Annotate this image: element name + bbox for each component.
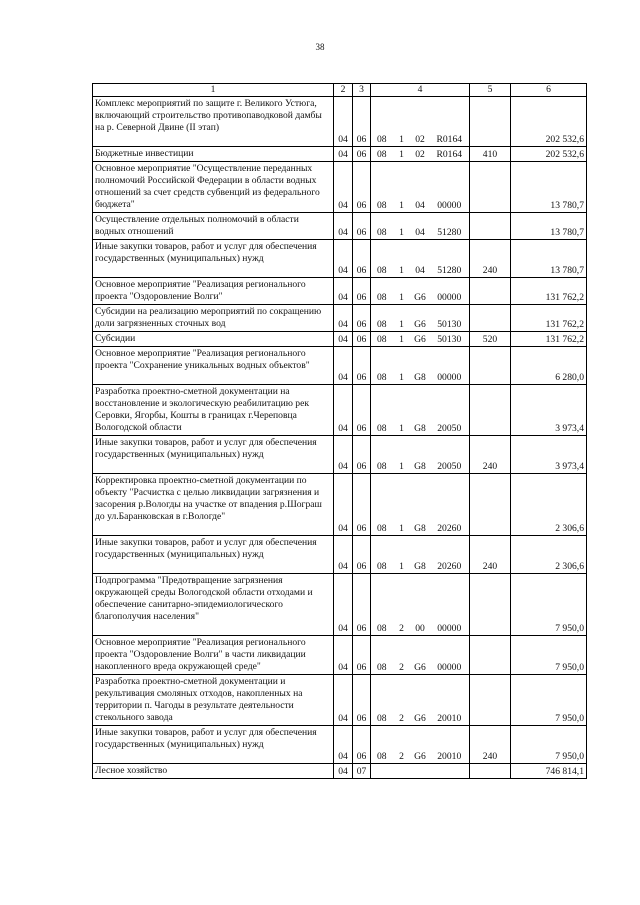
cell-c4c: G8 bbox=[411, 536, 430, 574]
cell-c4a: 08 bbox=[371, 305, 393, 332]
header-cell: 5 bbox=[470, 84, 511, 97]
cell-c4d: 00000 bbox=[430, 278, 470, 305]
cell-c6: 2 306,6 bbox=[511, 536, 587, 574]
cell-c5 bbox=[470, 278, 511, 305]
cell-c4c: G6 bbox=[411, 636, 430, 675]
cell-c4a: 08 bbox=[371, 385, 393, 436]
row-name: Разработка проектно-сметной документации на восстановление и экологическую реабилитацию рек Серовки, Ягорбы, Кошты в границах г.Череповца Вологодской области bbox=[93, 385, 334, 436]
cell-c5 bbox=[470, 162, 511, 213]
cell-c5: 240 bbox=[470, 536, 511, 574]
cell-c4c: 00 bbox=[411, 574, 430, 636]
table-row bbox=[93, 726, 587, 764]
cell-c6: 6 280,0 bbox=[511, 347, 587, 385]
cell-c2: 04 bbox=[334, 147, 353, 162]
row-name: Корректировка проектно-сметной документации по объекту "Расчистка с целью ликвидации загрязнения и засорения р.Вологды на участке от впадения р.Шограш до ул.Баранковская в г.Вологде" bbox=[93, 474, 334, 536]
cell-c5 bbox=[470, 97, 511, 147]
cell-c6: 202 532,6 bbox=[511, 147, 587, 162]
cell-c3: 06 bbox=[353, 574, 371, 636]
row-name: Субсидии bbox=[93, 332, 334, 347]
cell-c5 bbox=[470, 764, 511, 779]
cell-c4d: 00000 bbox=[430, 347, 470, 385]
cell-c4a: 08 bbox=[371, 97, 393, 147]
cell-c3: 06 bbox=[353, 240, 371, 278]
cell-c2: 04 bbox=[334, 240, 353, 278]
table-row bbox=[93, 162, 587, 213]
cell-c3: 06 bbox=[353, 347, 371, 385]
cell-c4d: 20260 bbox=[430, 536, 470, 574]
cell-c4a: 08 bbox=[371, 147, 393, 162]
table-row bbox=[93, 278, 587, 305]
cell-c2: 04 bbox=[334, 332, 353, 347]
cell-c4b: 1 bbox=[393, 147, 411, 162]
cell-c6: 7 950,0 bbox=[511, 636, 587, 675]
cell-c4a: 08 bbox=[371, 332, 393, 347]
cell-c3: 06 bbox=[353, 278, 371, 305]
row-name: Основное мероприятие "Реализация регионального проекта "Оздоровление Волги" в части ликвидации накопленного вреда окружающей среде" bbox=[93, 636, 334, 675]
cell-c4b: 1 bbox=[393, 240, 411, 278]
table-row bbox=[93, 675, 587, 726]
cell-c3: 06 bbox=[353, 147, 371, 162]
cell-c4a: 08 bbox=[371, 347, 393, 385]
cell-c4c: G8 bbox=[411, 436, 430, 474]
cell-c6: 202 532,6 bbox=[511, 97, 587, 147]
table-row bbox=[93, 213, 587, 240]
cell-c5: 240 bbox=[470, 240, 511, 278]
cell-c3: 06 bbox=[353, 332, 371, 347]
cell-c6: 131 762,2 bbox=[511, 278, 587, 305]
cell-c4d: 20050 bbox=[430, 385, 470, 436]
cell-c4a: 08 bbox=[371, 213, 393, 240]
cell-c4c: 02 bbox=[411, 147, 430, 162]
cell-c4c: 02 bbox=[411, 97, 430, 147]
cell-c3: 06 bbox=[353, 474, 371, 536]
row-name: Основное мероприятие "Осуществление переданных полномочий Российской Федерации в области водных отношений за счет средств субвенций из федерального бюджета" bbox=[93, 162, 334, 213]
cell-c4d: 20010 bbox=[430, 726, 470, 764]
cell-c3: 06 bbox=[353, 213, 371, 240]
cell-c2: 04 bbox=[334, 536, 353, 574]
cell-c6: 7 950,0 bbox=[511, 574, 587, 636]
cell-c4c bbox=[411, 764, 430, 779]
cell-c4b: 1 bbox=[393, 278, 411, 305]
budget-table bbox=[92, 83, 587, 779]
cell-c4b: 1 bbox=[393, 213, 411, 240]
table-row bbox=[93, 347, 587, 385]
cell-c2: 04 bbox=[334, 474, 353, 536]
cell-c4d: 20010 bbox=[430, 675, 470, 726]
cell-c6: 13 780,7 bbox=[511, 240, 587, 278]
cell-c4b: 1 bbox=[393, 536, 411, 574]
cell-c5: 410 bbox=[470, 147, 511, 162]
cell-c5: 240 bbox=[470, 436, 511, 474]
cell-c3: 06 bbox=[353, 636, 371, 675]
table-row bbox=[93, 97, 587, 147]
cell-c4b: 2 bbox=[393, 636, 411, 675]
table-row bbox=[93, 332, 587, 347]
cell-c3: 06 bbox=[353, 726, 371, 764]
cell-c4a: 08 bbox=[371, 726, 393, 764]
cell-c3: 06 bbox=[353, 97, 371, 147]
cell-c4d: 51280 bbox=[430, 240, 470, 278]
cell-c4b bbox=[393, 764, 411, 779]
cell-c4c: G6 bbox=[411, 726, 430, 764]
cell-c4c: G8 bbox=[411, 474, 430, 536]
cell-c4a: 08 bbox=[371, 536, 393, 574]
cell-c2: 04 bbox=[334, 305, 353, 332]
cell-c3: 06 bbox=[353, 436, 371, 474]
table-row bbox=[93, 147, 587, 162]
cell-c4c: G6 bbox=[411, 332, 430, 347]
row-name: Субсидии на реализацию мероприятий по сокращению доли загрязненных сточных вод bbox=[93, 305, 334, 332]
cell-c4a: 08 bbox=[371, 162, 393, 213]
cell-c4b: 1 bbox=[393, 436, 411, 474]
cell-c6: 3 973,4 bbox=[511, 385, 587, 436]
cell-c4a: 08 bbox=[371, 675, 393, 726]
row-name: Иные закупки товаров, работ и услуг для обеспечения государственных (муниципальных) нужд bbox=[93, 536, 334, 574]
cell-c6: 13 780,7 bbox=[511, 162, 587, 213]
row-name: Комплекс мероприятий по защите г. Великого Устюга, включающий строительство противопаводковой дамбы на р. Северной Двине (II этап) bbox=[93, 97, 334, 147]
table-row bbox=[93, 305, 587, 332]
cell-c6: 2 306,6 bbox=[511, 474, 587, 536]
row-name: Бюджетные инвестиции bbox=[93, 147, 334, 162]
cell-c4a: 08 bbox=[371, 278, 393, 305]
row-name: Основное мероприятие "Реализация регионального проекта "Сохранение уникальных водных объектов" bbox=[93, 347, 334, 385]
cell-c4d: 00000 bbox=[430, 574, 470, 636]
cell-c5 bbox=[470, 636, 511, 675]
row-name: Осуществление отдельных полномочий в области водных отношений bbox=[93, 213, 334, 240]
cell-c2: 04 bbox=[334, 675, 353, 726]
table-row bbox=[93, 474, 587, 536]
cell-c5 bbox=[470, 385, 511, 436]
row-name: Подпрограмма "Предотвращение загрязнения окружающей среды Вологодской области отходами и обеспечение санитарно-эпидемиологического благополучия населения" bbox=[93, 574, 334, 636]
cell-c4b: 1 bbox=[393, 97, 411, 147]
cell-c2: 04 bbox=[334, 574, 353, 636]
cell-c4b: 1 bbox=[393, 332, 411, 347]
cell-c4d: R0164 bbox=[430, 147, 470, 162]
cell-c3: 06 bbox=[353, 536, 371, 574]
cell-c4a: 08 bbox=[371, 436, 393, 474]
table-row bbox=[93, 574, 587, 636]
header-cell: 2 bbox=[334, 84, 353, 97]
cell-c4b: 1 bbox=[393, 347, 411, 385]
cell-c4a: 08 bbox=[371, 240, 393, 278]
table-row bbox=[93, 536, 587, 574]
row-name: Иные закупки товаров, работ и услуг для обеспечения государственных (муниципальных) нужд bbox=[93, 240, 334, 278]
table-row bbox=[93, 436, 587, 474]
cell-c3: 06 bbox=[353, 385, 371, 436]
cell-c4d: R0164 bbox=[430, 97, 470, 147]
cell-c4a: 08 bbox=[371, 474, 393, 536]
cell-c3: 06 bbox=[353, 305, 371, 332]
cell-c4a: 08 bbox=[371, 636, 393, 675]
cell-c4c: G8 bbox=[411, 347, 430, 385]
table-row bbox=[93, 385, 587, 436]
cell-c4b: 1 bbox=[393, 305, 411, 332]
cell-c4b: 1 bbox=[393, 162, 411, 213]
header-row bbox=[93, 84, 587, 97]
cell-c2: 04 bbox=[334, 213, 353, 240]
cell-c4c: 04 bbox=[411, 162, 430, 213]
cell-c6: 7 950,0 bbox=[511, 726, 587, 764]
row-name: Иные закупки товаров, работ и услуг для обеспечения государственных (муниципальных) нужд bbox=[93, 436, 334, 474]
cell-c4b: 1 bbox=[393, 385, 411, 436]
cell-c6: 13 780,7 bbox=[511, 213, 587, 240]
cell-c5 bbox=[470, 474, 511, 536]
cell-c4d: 00000 bbox=[430, 162, 470, 213]
row-name: Лесное хозяйство bbox=[93, 764, 334, 779]
cell-c4d: 51280 bbox=[430, 213, 470, 240]
cell-c4b: 2 bbox=[393, 574, 411, 636]
header-cell: 3 bbox=[353, 84, 371, 97]
cell-c5: 240 bbox=[470, 726, 511, 764]
page-number: 38 bbox=[315, 42, 325, 52]
cell-c4c: 04 bbox=[411, 240, 430, 278]
header-cell: 4 bbox=[371, 84, 470, 97]
cell-c4b: 2 bbox=[393, 675, 411, 726]
cell-c3: 07 bbox=[353, 764, 371, 779]
table-row bbox=[93, 636, 587, 675]
row-name: Основное мероприятие "Реализация регионального проекта "Оздоровление Волги" bbox=[93, 278, 334, 305]
cell-c6: 3 973,4 bbox=[511, 436, 587, 474]
cell-c4c: 04 bbox=[411, 213, 430, 240]
cell-c4d: 20260 bbox=[430, 474, 470, 536]
cell-c6: 746 814,1 bbox=[511, 764, 587, 779]
cell-c2: 04 bbox=[334, 278, 353, 305]
cell-c4c: G8 bbox=[411, 385, 430, 436]
cell-c2: 04 bbox=[334, 764, 353, 779]
cell-c4d bbox=[430, 764, 470, 779]
cell-c2: 04 bbox=[334, 385, 353, 436]
cell-c4a: 08 bbox=[371, 574, 393, 636]
cell-c5 bbox=[470, 574, 511, 636]
table-row bbox=[93, 240, 587, 278]
cell-c5 bbox=[470, 347, 511, 385]
cell-c4a bbox=[371, 764, 393, 779]
row-name: Разработка проектно-сметной документации и рекультивация смоляных отходов, накопленных на территории п. Чагоды в результате деятельности стекольного завода bbox=[93, 675, 334, 726]
cell-c4c: G6 bbox=[411, 305, 430, 332]
cell-c2: 04 bbox=[334, 162, 353, 213]
header-cell: 1 bbox=[93, 84, 334, 97]
cell-c5 bbox=[470, 675, 511, 726]
cell-c6: 7 950,0 bbox=[511, 675, 587, 726]
cell-c4d: 50130 bbox=[430, 332, 470, 347]
cell-c6: 131 762,2 bbox=[511, 332, 587, 347]
cell-c4b: 2 bbox=[393, 726, 411, 764]
cell-c4b: 1 bbox=[393, 474, 411, 536]
cell-c2: 04 bbox=[334, 97, 353, 147]
cell-c4d: 20050 bbox=[430, 436, 470, 474]
cell-c2: 04 bbox=[334, 436, 353, 474]
cell-c3: 06 bbox=[353, 162, 371, 213]
cell-c2: 04 bbox=[334, 347, 353, 385]
cell-c4d: 50130 bbox=[430, 305, 470, 332]
cell-c2: 04 bbox=[334, 726, 353, 764]
cell-c5 bbox=[470, 213, 511, 240]
cell-c6: 131 762,2 bbox=[511, 305, 587, 332]
cell-c4c: G6 bbox=[411, 278, 430, 305]
cell-c2: 04 bbox=[334, 636, 353, 675]
table-row bbox=[93, 764, 587, 779]
cell-c5 bbox=[470, 305, 511, 332]
cell-c5: 520 bbox=[470, 332, 511, 347]
row-name: Иные закупки товаров, работ и услуг для обеспечения государственных (муниципальных) нужд bbox=[93, 726, 334, 764]
header-cell: 6 bbox=[511, 84, 587, 97]
cell-c4d: 00000 bbox=[430, 636, 470, 675]
cell-c4c: G6 bbox=[411, 675, 430, 726]
cell-c3: 06 bbox=[353, 675, 371, 726]
